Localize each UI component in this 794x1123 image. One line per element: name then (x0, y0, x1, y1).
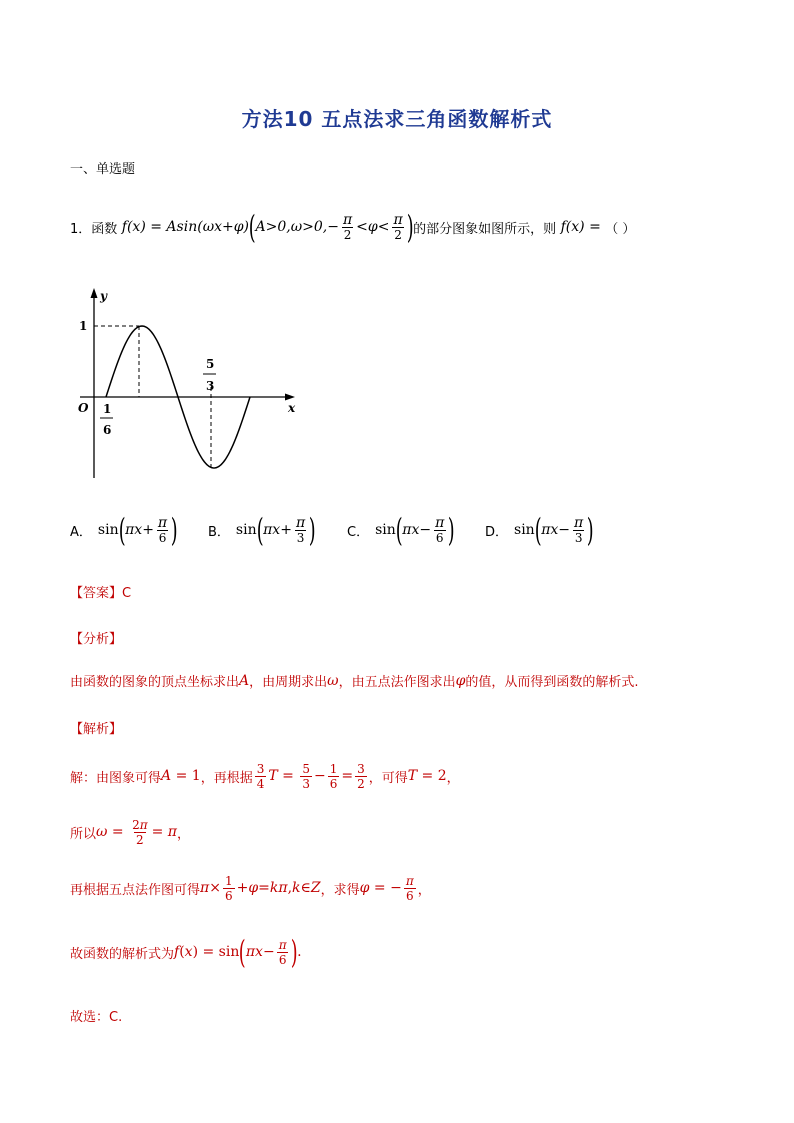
analysis-heading: 【分析】 (70, 632, 123, 647)
answer-value: C (122, 586, 132, 601)
analysis-text: 由函数的图象的顶点坐标求出 A ，由周期求出 ω ，由五点法作图求出 φ 的值，从而得到函数的解析式. (70, 672, 639, 690)
y-axis-label: y (100, 289, 107, 303)
formula-f: f(x) = Asin(ωx+φ) (117, 219, 250, 235)
frac-pi-2-neg: $\frac{\pi}{2}$ (342, 211, 353, 242)
x-axis-label: x (288, 401, 296, 415)
solution-line-2: 所以 ω = $\frac{2\pi}{2}$ = π ， (70, 817, 191, 847)
answer-heading: 【答案】 (70, 586, 123, 601)
x-axis (80, 394, 295, 401)
x-tick1-num: 1 (103, 402, 112, 416)
solution-line-1: 解：由图象可得 A = 1 ，再根据 $\frac{3}{4}$ T = $\frac{5}{3}$ − $\frac{1}{6}$ = $\frac{3}{2}$ ，可得 T = 2 ， (70, 761, 460, 791)
x-tick2-den: 3 (206, 379, 215, 393)
answer (70, 582, 131, 601)
question-suffix: 的部分图象如图所示，则 (413, 221, 557, 237)
solution-line-3: 再根据五点法作图可得 π × $\frac{1}{6}$ + φ = kπ , k ∈ Z ，求得 φ = − $\frac{\pi}{6}$ ， (70, 873, 431, 903)
sine-graph (70, 282, 310, 482)
origin-label: O (78, 401, 89, 415)
option-b[interactable]: B． sin ( πx + $\frac{\pi}{3}$ ) (208, 511, 316, 549)
option-a[interactable]: A． sin ( πx + $\frac{\pi}{6}$ ) (70, 511, 178, 549)
question-prefix: 函数 (91, 221, 118, 237)
solution-line-5: 故选：C. (70, 1009, 123, 1025)
y-tick-label: 1 (79, 319, 88, 333)
option-d[interactable]: D． sin ( πx − $\frac{\pi}{3}$ ) (485, 511, 594, 549)
page-title: 方法10 五点法求三角函数解析式 (241, 107, 553, 131)
frac-pi-2: $\frac{\pi}{2}$ (393, 211, 403, 242)
question-1: 1． 函数 f(x) = Asin(ωx+φ) ( A>0,ω>0,− $\frac{\pi}{2}$ <φ< $\frac{\pi}{2}$ ) 的部分图象如图所示，则 f(x) = （ ） (70, 208, 636, 246)
question-tail: （ ） (605, 221, 636, 237)
section-heading: 一、单选题 (70, 162, 136, 177)
x-tick1-den: 6 (103, 423, 112, 437)
solution-heading: 【解析】 (70, 722, 123, 737)
option-c[interactable]: C． sin ( πx − $\frac{\pi}{6}$ ) (347, 511, 455, 549)
formula-conditions: A>0,ω>0,− (255, 219, 339, 235)
solution-line-4: 故函数的解析式为 f ( x ) = sin ( πx − $\frac{\pi}{6}$ ) . (70, 933, 302, 971)
paren-open: ( (248, 208, 256, 246)
question-number: 1． (70, 221, 92, 237)
y-axis (91, 288, 98, 478)
paren-close: ) (406, 208, 414, 246)
x-tick2-num: 5 (206, 357, 215, 371)
formula-fx: f(x) = (556, 219, 606, 235)
